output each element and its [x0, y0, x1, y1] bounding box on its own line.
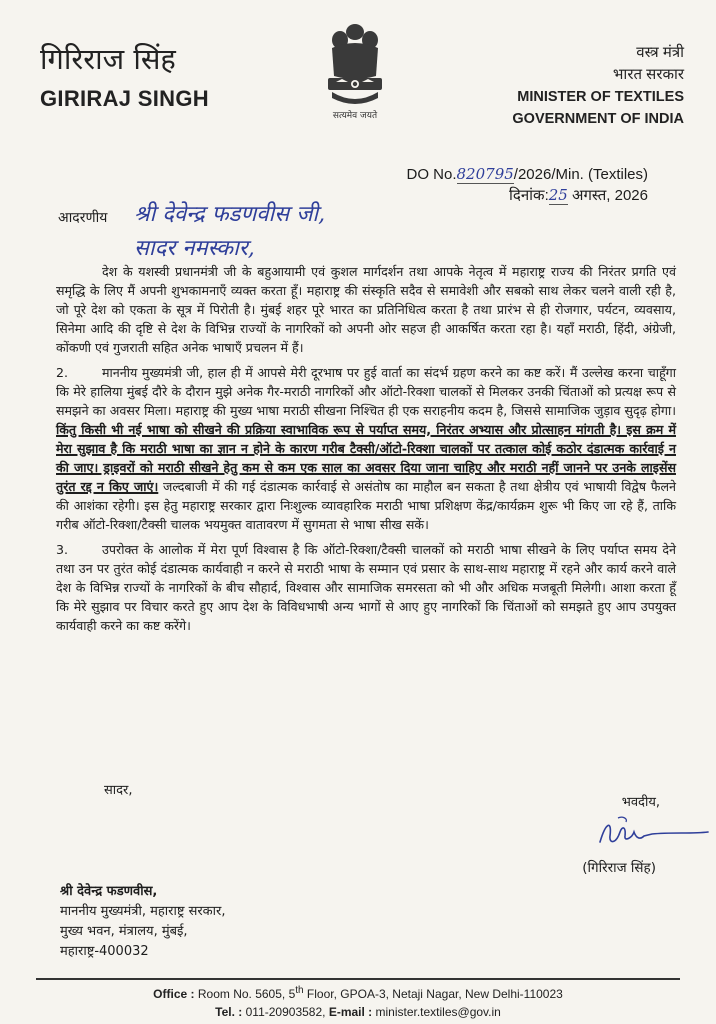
- paragraph-1: देश के यशस्वी प्रधानमंत्री जी के बहुआयामी एवं कुशल मार्गदर्शन तथा आपके नेतृत्व में महाराष्ट्र राज्य की निरंतर प्रगति एवं समृद्धि के लिए मैं अपनी शुभकामनाएँ व्यक्त करता हूँ। महाराष्ट्र की संस्कृति सदैव से समावेशी और सबको साथ लेकर चलने वाली रही है, जो पूरे देश को एकता के सूत्र में पिरोती है। मुंबई शहर पूरे भारत का प्रतिनिधित्व करता है तथा प्रारंभ से ही रोजगार, पर्यटन, व्यवसाय, सिनेमा आदि की दृष्टि से देश के विभिन्न राज्यों के नागरिकों को अपनी ओर सहज ही आकर्षित करता रहा है। यहाँ मराठी, हिंदी, अंग्रेजी, कोंकणी एवं गुजराती सहित अनेक भाषाएँ प्रचलन में हैं।: [56, 264, 676, 355]
- tel-number: 011-20903582,: [242, 1005, 329, 1019]
- recipient-line-1: माननीय मुख्यमंत्री, महाराष्ट्र सरकार,: [60, 904, 226, 919]
- office-address-rest: Floor, GPOA-3, Netaji Nagar, New Delhi-110023: [303, 987, 563, 1001]
- office-label: Office :: [153, 987, 195, 1001]
- paragraph-3-number: 3.: [56, 542, 69, 557]
- addressee-handwritten: [134, 198, 325, 266]
- salutation-label: आदरणीय: [58, 210, 108, 226]
- closing-regards: सादर,: [104, 783, 133, 798]
- government-hindi: भारत सरकार: [612, 66, 684, 83]
- date-row: [407, 185, 649, 206]
- government-english: GOVERNMENT OF INDIA: [512, 111, 684, 127]
- recipient-name: श्री देवेन्द्र फडणवीस,: [60, 884, 158, 899]
- paragraph-2-number: 2.: [56, 365, 69, 380]
- paragraph-2-emphasis: किंतु किसी भी नई भाषा को सीखने की प्रक्रिया स्वाभाविक रूप से पर्याप्त समय, निरंतर अभ्यास और प्रोत्साहन मांगती है। इस क्रम में मेरा सुझाव है कि मराठी भाषा का ज्ञान न होने के कारण गरीब टैक्सी/ऑटो-रिक्शा चालकों पर तत्काल कोई कठोर दंडात्मक कार्रवाई न की जाए। ड्राइवरों को मराठी सीखने हेतु कम से कम एक साल का अवसर दिया जाना चाहिए और मराठी नहीं जानने पर उनके लाइसेंस तुरंत रद्द न किए जाएं।: [56, 422, 676, 494]
- office-address: Room No. 5605, 5: [194, 987, 296, 1001]
- do-prefix: DO No.: [406, 166, 457, 183]
- reference-block: [407, 164, 649, 206]
- addressee-line-1: श्री देवेन्द्र फडणवीस जी,: [134, 202, 326, 227]
- signature-icon: [592, 812, 710, 852]
- national-emblem-icon: [318, 18, 392, 118]
- paragraph-3: [56, 540, 676, 635]
- recipient-line-3: महाराष्ट्र-400032: [60, 944, 149, 959]
- office-address-sup: th: [295, 985, 304, 996]
- yours-faithfully: भवदीय,: [621, 795, 660, 810]
- date-rest: अगस्त, 2026: [567, 187, 648, 204]
- designation-english: MINISTER OF TEXTILES: [517, 89, 684, 105]
- date-label: दिनांक:: [508, 187, 549, 204]
- date-day-handwritten: 25: [548, 186, 568, 204]
- sender-name-english: GIRIRAJ SINGH: [40, 86, 209, 111]
- recipient-address: [60, 882, 225, 962]
- do-suffix: /2026/Min. (Textiles): [513, 166, 648, 183]
- emblem-motto: सत्यमेव जयते: [332, 111, 378, 121]
- signatory-name: (गिरिराज सिंह): [582, 860, 656, 876]
- paragraph-2: [56, 363, 676, 534]
- paragraph-2-tail: जल्दबाजी में की गई दंडात्मक कार्रवाई से असंतोष का माहौल बन सकता है तथा क्षेत्रीय एवं भाषायी विद्वेष फैलने की आशंका रहेगी। इस हेतु महाराष्ट्र सरकार द्वारा निःशुल्क व्यावहारिक मराठी भाषा प्रशिक्षण केंद्र/कार्यक्रम शुरू भी किए जा रहे हैं, ताकि गरीब ऑटो-रिक्शा/टैक्सी चालक भयमुक्त वातावरण में सुगमता से भाषा सीख सकें।: [56, 479, 676, 532]
- designation-block: [484, 42, 684, 130]
- addressee-line-2: सादर नमस्कार,: [134, 236, 255, 261]
- recipient-line-2: मुख्य भवन, मंत्रालय, मुंबई,: [60, 924, 188, 939]
- email-address[interactable]: minister.textiles@gov.in: [372, 1005, 501, 1019]
- do-number-row: [407, 164, 649, 185]
- do-number-handwritten: 820795: [456, 165, 514, 183]
- footer-divider: [36, 978, 680, 980]
- paragraph-3-text: उपरोक्त के आलोक में मेरा पूर्ण विश्वास है कि ऑटो-रिक्शा/टैक्सी चालकों को मराठी भाषा सीखने के लिए पर्याप्त समय देने तथा उन पर तुरंत कोई दंडात्मक कार्यवाही न करने से मराठी भाषा के सम्मान एवं प्रसार के साथ-साथ महाराष्ट्र में रहने और कार्य करने वाले देश के विभिन्न राज्यों के नागरिकों के बीच सौहार्द, विश्वास और सामाजिक समरसता को भी और अधिक मजबूती मिलेगी। आशा करता हूँ कि मेरे सुझाव पर विचार करते हुए आप देश के विविधभाषी अन्य भागों से आए हुए नागरिकों कि चिंताओं को समझते हुए आप उपयुक्त कार्यवाही करने का कष्ट करेंगे।: [56, 542, 676, 633]
- footer-office-line: [0, 982, 716, 1003]
- footer: [0, 982, 716, 1021]
- email-label: E-mail :: [328, 1005, 373, 1019]
- sender-name-hindi: गिरिराज सिंह: [40, 42, 176, 76]
- footer-contact-line: [0, 1003, 716, 1021]
- letter-body: [56, 262, 676, 641]
- designation-hindi: वस्त्र मंत्री: [636, 44, 684, 61]
- paragraph-2-text: माननीय मुख्यमंत्री जी, हाल ही में आपसे मेरी दूरभाष पर हुई वार्ता का संदर्भ ग्रहण करने का कष्ट करें। मैं उल्लेख करना चाहूँगा कि मेरे हालिया मुंबई दौरे के दौरान मुझे अनेक गैर-मराठी नागरिकों और ऑटो-रिक्शा चालकों से मिलकर उनकी चिंताओं को प्रत्यक्ष रूप से समझने का अवसर मिला। महाराष्ट्र की मुख्य भाषा मराठी सीखना निश्चित ही एक सराहनीय कदम है, जिससे सामाजिक जुड़ाव सुदृढ़ होगा।: [56, 365, 676, 418]
- tel-label: Tel. :: [215, 1005, 243, 1019]
